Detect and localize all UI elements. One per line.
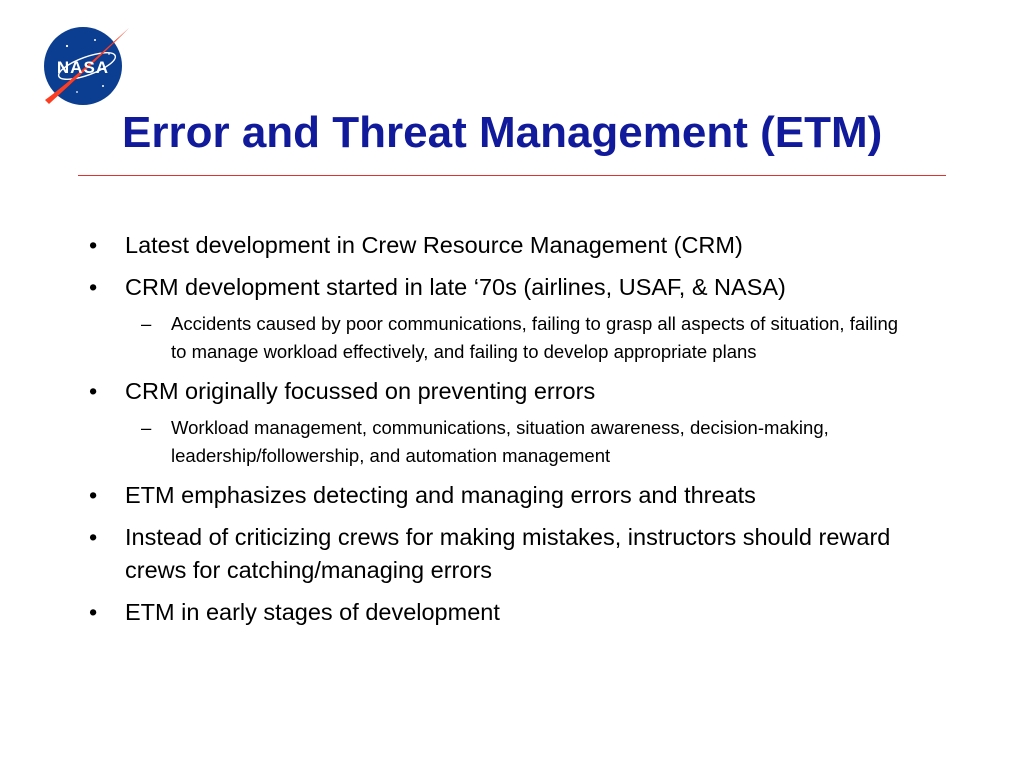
title-divider: [78, 175, 946, 176]
bullet-item: [0, 229, 905, 262]
bullet-marker: •: [89, 274, 98, 300]
bullet-text: ETM emphasizes detecting and managing errors and threats: [125, 482, 756, 508]
bullet-marker: •: [89, 599, 98, 625]
bullet-text: Instead of criticizing crews for making mistakes, instructors should reward crews for catching/managing errors: [125, 524, 891, 583]
bullet-text: Accidents caused by poor communications, failing to grasp all aspects of situation, failing to manage workload effectively, and failing to develop appropriate plans: [171, 313, 899, 362]
bullet-item: [0, 596, 905, 629]
logo-wordmark: NASA: [56, 58, 110, 77]
nasa-meatball-svg: [37, 22, 133, 110]
sub-bullet-item: [0, 310, 911, 365]
bullet-text: CRM originally focussed on preventing errors: [125, 378, 596, 404]
bullet-item: [0, 375, 905, 408]
dash-marker: –: [141, 417, 152, 438]
bullet-text: Workload management, communications, situation awareness, decision-making, leadership/followership, and automation management: [171, 417, 829, 466]
bullet-marker: •: [89, 524, 98, 550]
bullet-text: ETM in early stages of development: [125, 599, 500, 625]
nasa-logo-icon: [37, 22, 133, 110]
slide-title: Error and Threat Management (ETM): [122, 108, 883, 157]
bullet-item: [0, 521, 905, 587]
bullet-item: [0, 479, 905, 512]
bullet-marker: •: [89, 232, 98, 258]
bullet-text: CRM development started in late ‘70s (airlines, USAF, & NASA): [125, 274, 786, 300]
bullet-list: [0, 229, 1024, 638]
dash-marker: –: [141, 313, 152, 334]
bullet-marker: •: [89, 482, 98, 508]
bullet-marker: •: [89, 378, 98, 404]
bullet-text: Latest development in Crew Resource Management (CRM): [125, 232, 743, 258]
bullet-item: [0, 271, 905, 304]
sub-bullet-item: [0, 414, 911, 469]
